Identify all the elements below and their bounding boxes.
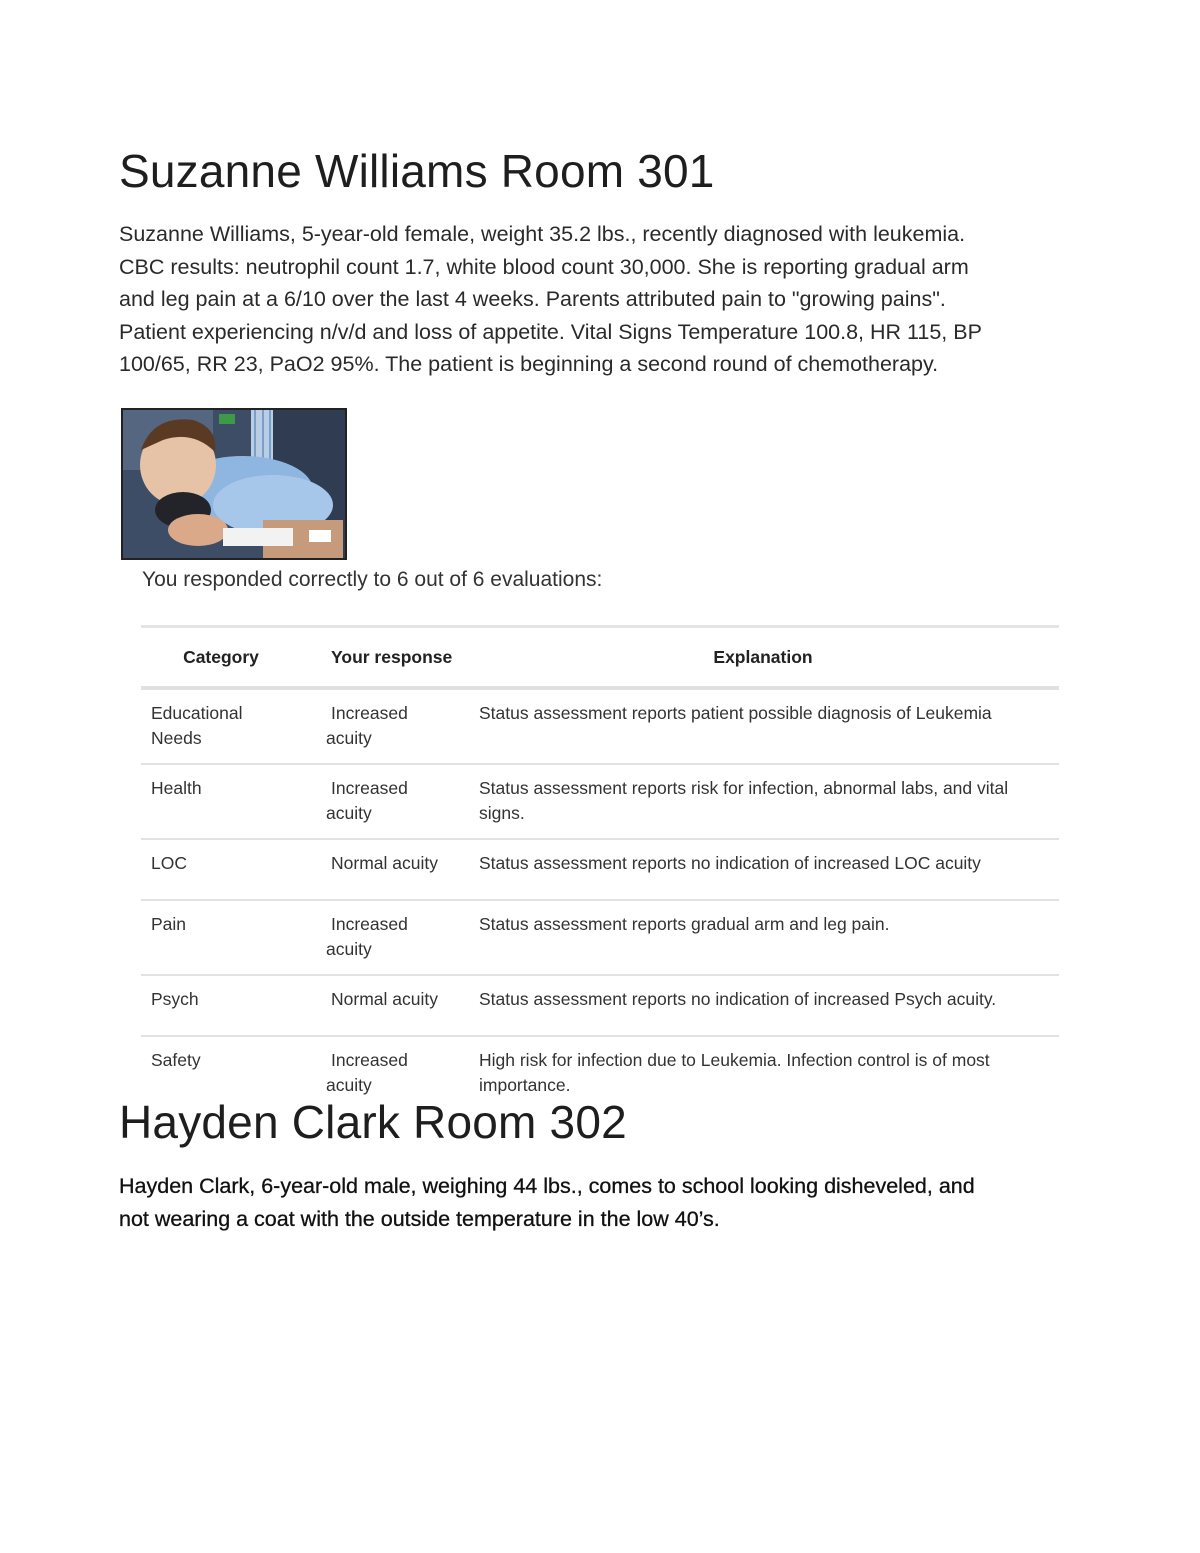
response-line: acuity <box>326 1075 372 1095</box>
patient-description-hayden <box>119 1170 1079 1235</box>
explanation-cell: Status assessment reports no indication of increased Psych acuity. <box>467 975 1059 1036</box>
section-title-hayden: Hayden Clark Room 302 <box>119 1096 627 1148</box>
response-line: Increased <box>331 914 408 934</box>
table-row <box>141 688 1059 764</box>
response-line: Normal acuity <box>331 989 438 1009</box>
category-cell <box>141 764 301 839</box>
section-title-suzanne: Suzanne Williams Room 301 <box>119 145 715 197</box>
category-cell <box>141 839 301 900</box>
response-cell <box>301 900 467 975</box>
header-response: Your response <box>301 627 467 689</box>
explanation-cell: Status assessment reports no indication of increased LOC acuity <box>467 839 1059 900</box>
category-cell <box>141 688 301 764</box>
description-line: Suzanne Williams, 5-year-old female, weight 35.2 lbs., recently diagnosed with leukemia. <box>119 222 966 246</box>
table-row <box>141 900 1059 975</box>
evaluation-score: You responded correctly to 6 out of 6 evaluations: <box>142 568 603 591</box>
evaluation-table <box>141 625 1059 1110</box>
explanation-cell: High risk for infection due to Leukemia. Infection control is of most importance. <box>479 1050 990 1095</box>
description-line: 100/65, RR 23, PaO2 95%. The patient is beginning a second round of chemotherapy. <box>119 352 939 377</box>
explanation-cell: Status assessment reports gradual arm and leg pain. <box>467 900 1059 975</box>
response-line: acuity <box>326 939 372 959</box>
table-row <box>141 975 1059 1036</box>
explanation-cell: Status assessment reports risk for infection, abnormal labs, and vital signs. <box>467 764 1059 839</box>
response-cell <box>301 839 467 900</box>
description-line: Patient experiencing n/v/d and loss of appetite. Vital Signs Temperature 100.8, HR 115, BP <box>119 319 982 344</box>
table-row <box>141 839 1059 900</box>
response-line: Normal acuity <box>331 853 438 873</box>
category-line: Psych <box>151 989 199 1009</box>
description-line: and leg pain at a 6/10 over the last 4 weeks. Parents attributed pain to "growing pains". <box>119 287 946 312</box>
patient-description-suzanne <box>119 218 1079 381</box>
category-line: Safety <box>151 1050 201 1070</box>
response-cell <box>301 975 467 1036</box>
description-line: Hayden Clark, 6-year-old male, weighing 44 lbs., comes to school looking disheveled, and <box>119 1174 975 1198</box>
category-line: Health <box>151 778 202 798</box>
description-line: not wearing a coat with the outside temperature in the low 40’s. <box>119 1206 720 1231</box>
description-line: CBC results: neutrophil count 1.7, white blood count 30,000. She is reporting gradual arm <box>119 254 969 279</box>
response-line: Increased <box>331 1050 408 1070</box>
response-cell <box>301 688 467 764</box>
header-category: Category <box>141 627 301 689</box>
table-header-row <box>141 627 1059 689</box>
response-line: acuity <box>326 803 372 823</box>
category-line: Pain <box>151 914 187 934</box>
category-cell <box>141 900 301 975</box>
category-line: LOC <box>151 853 187 873</box>
table-row <box>141 764 1059 839</box>
explanation-cell: Status assessment reports patient possible diagnosis of Leukemia <box>467 688 1059 764</box>
category-line: Educational <box>151 703 243 723</box>
category-cell <box>141 975 301 1036</box>
response-line: Increased <box>331 778 408 798</box>
patient-photo <box>121 408 347 560</box>
response-cell <box>301 764 467 839</box>
response-line: acuity <box>326 728 372 748</box>
category-line: Needs <box>151 728 202 748</box>
response-line: Increased <box>331 703 408 723</box>
header-explanation: Explanation <box>467 627 1059 689</box>
